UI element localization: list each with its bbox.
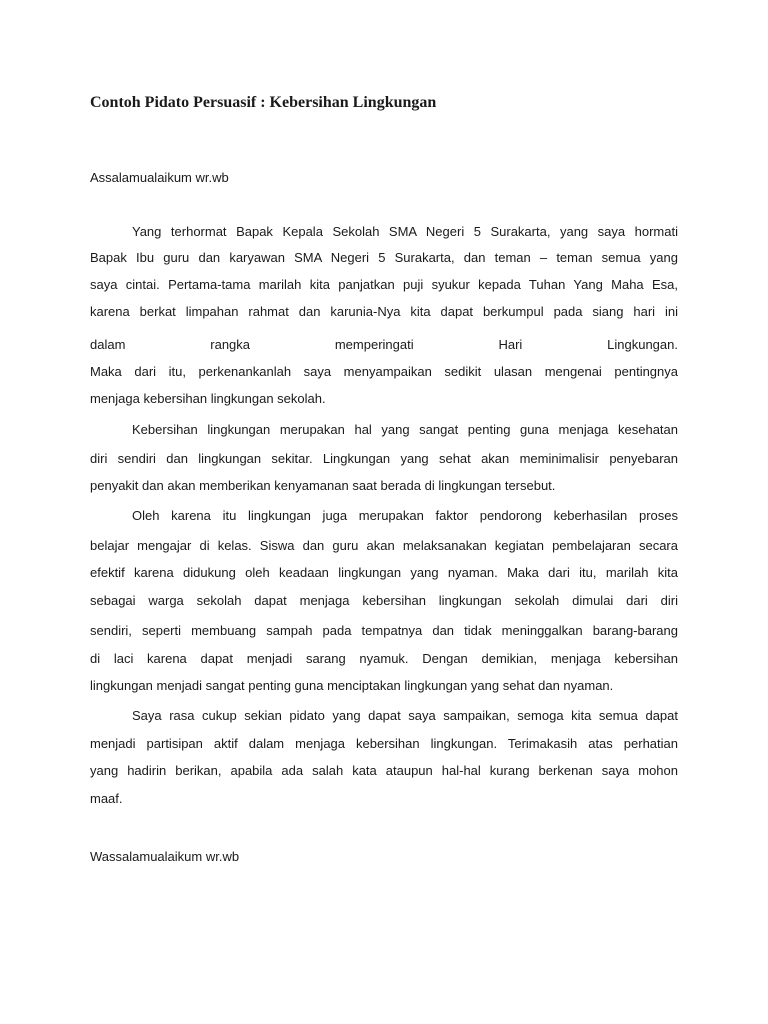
text-line: karena berkat limpahan rahmat dan karunia-Nya kita dapat berkumpul pada siang hari ini — [90, 304, 678, 319]
text-line: Maka dari itu, perkenankanlah saya menyampaikan sedikit ulasan mengenai pentingnya — [90, 364, 678, 379]
text-line: menjadi partisipan aktif dalam menjaga kebersihan lingkungan. Terimakasih atas perhatian — [90, 736, 678, 751]
text-line: dalam rangka memperingati Hari Lingkungan. — [90, 337, 678, 352]
text-line: Saya rasa cukup sekian pidato yang dapat saya sampaikan, semoga kita semua dapat — [132, 708, 678, 723]
text-line: menjaga kebersihan lingkungan sekolah. — [90, 391, 326, 406]
text-line: Bapak Ibu guru dan karyawan SMA Negeri 5 Surakarta, dan teman – teman semua yang — [90, 250, 678, 265]
text-line: belajar mengajar di kelas. Siswa dan guru akan melaksanakan kegiatan pembelajaran secara — [90, 538, 678, 553]
greeting: Assalamualaikum wr.wb — [90, 170, 229, 185]
text-line: Kebersihan lingkungan merupakan hal yang sangat penting guna menjaga kesehatan — [132, 422, 678, 437]
text-line: Yang terhormat Bapak Kepala Sekolah SMA Negeri 5 Surakarta, yang saya hormati — [132, 224, 678, 239]
text-line: Oleh karena itu lingkungan juga merupakan faktor pendorong keberhasilan proses — [132, 508, 678, 523]
text-line: sebagai warga sekolah dapat menjaga kebersihan lingkungan sekolah dimulai dari diri — [90, 593, 678, 608]
text-line: diri sendiri dan lingkungan sekitar. Lingkungan yang sehat akan meminimalisir penyebaran — [90, 451, 678, 466]
text-line: lingkungan menjadi sangat penting guna menciptakan lingkungan yang sehat dan nyaman. — [90, 678, 614, 693]
text-line: yang hadirin berikan, apabila ada salah kata ataupun hal-hal kurang berkenan saya mohon — [90, 763, 678, 778]
text-line: efektif karena didukung oleh keadaan lingkungan yang nyaman. Maka dari itu, marilah kita — [90, 565, 678, 580]
text-line: sendiri, seperti membuang sampah pada tempatnya dan tidak meninggalkan barang-barang — [90, 623, 678, 638]
document-title: Contoh Pidato Persuasif : Kebersihan Lingkungan — [90, 94, 437, 111]
text-line: di laci karena dapat menjadi sarang nyamuk. Dengan demikian, menjaga kebersihan — [90, 651, 678, 666]
text-line: penyakit dan akan memberikan kenyamanan saat berada di lingkungan tersebut. — [90, 478, 556, 493]
closing: Wassalamualaikum wr.wb — [90, 849, 240, 864]
text-line: saya cintai. Pertama-tama marilah kita panjatkan puji syukur kepada Tuhan Yang Maha Esa, — [90, 277, 678, 292]
text-line: maaf. — [90, 791, 123, 806]
